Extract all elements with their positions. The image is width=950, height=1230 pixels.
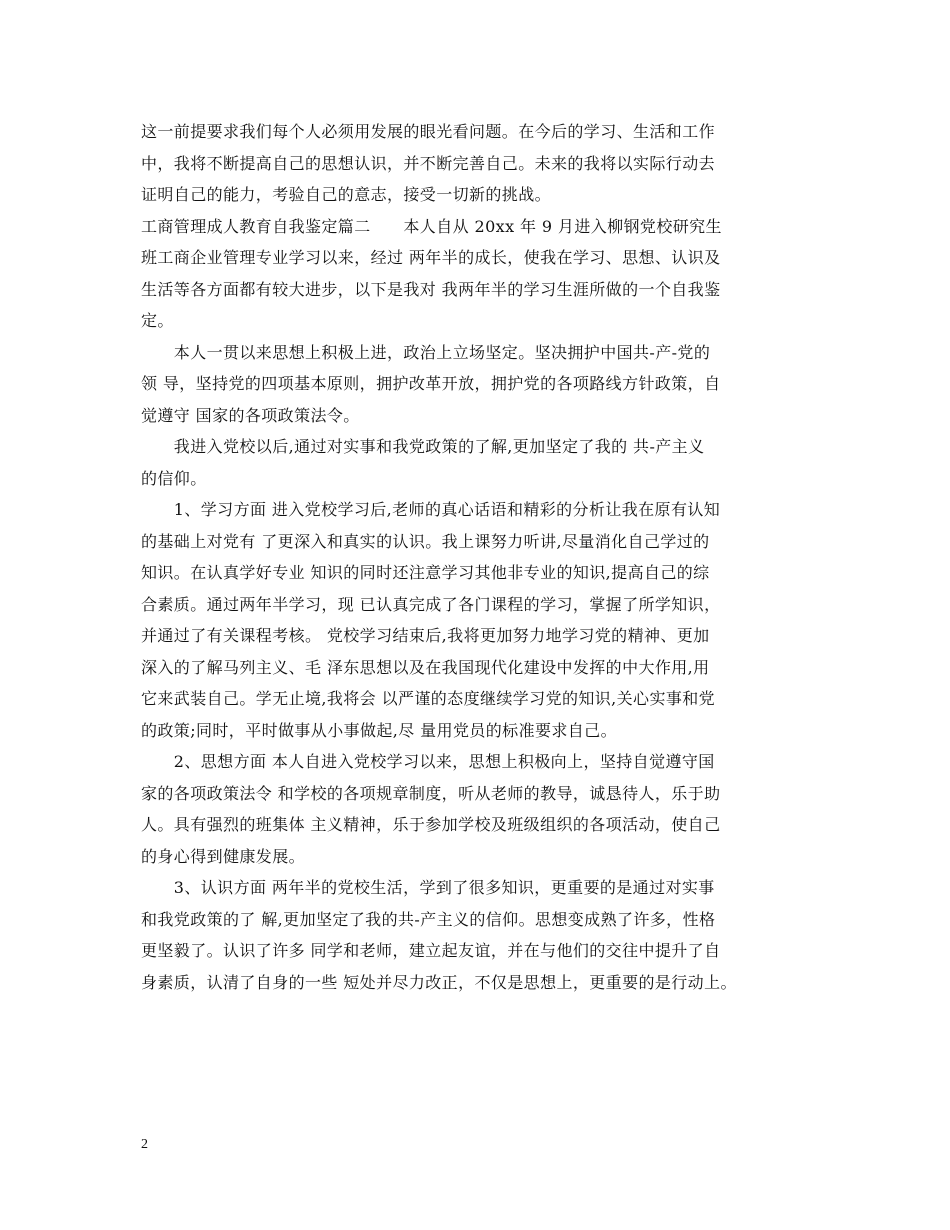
text-line: 身素质，认清了自身的一些 短处并尽力改正，不仅是思想上，更重要的是行动上。 [141,972,737,992]
text-line: 这一前提要求我们每个人必须用发展的眼光看问题。在今后的学习、生活和工作 [141,122,716,141]
text-line: 人。具有强烈的班集体 主义精神，乐于参加学校及班级组织的各项活动，使自己 [141,815,721,834]
text-line: 的身心得到健康发展。 [141,846,306,866]
text-line: 我进入党校以后,通过对实事和我党政策的了解,更加坚定了我的 共-产主义 [141,437,705,456]
text-line: 的信仰。 [141,468,207,488]
text-line: 证明自己的能力，考验自己的意志，接受一切新的挑战。 [141,185,552,204]
text-line: 2、思想方面 本人自进入党校学习以来，思想上积极向上，坚持自觉遵守国 [141,752,715,771]
text-line: 1、学习方面 进入党校学习后,老师的真心话语和精彩的分析让我在原有认知 [141,500,721,519]
text-line: 班工商企业管理专业学习以来，经过 两年半的成长，使我在学习、思想、认识及 [141,248,721,267]
text-line: 本人一贯以来思想上积极上进，政治上立场坚定。坚决拥护中国共-产-党的 [141,342,711,362]
page-number: 2 [141,1137,148,1152]
text-line: 的基础上对党有 了更深入和真实的认识。我上课努力听讲,尽量消化自己学过的 [141,531,710,551]
text-line: 领 导，坚持党的四项基本原则，拥护改革开放，拥护党的各项路线方针政策，自 [141,374,721,393]
text-line: 合素质。通过两年半学习，现 已认真完成了各门课程的学习，掌握了所学知识， [141,594,721,614]
text-line: 定。 [141,311,174,330]
text-line: 生活等各方面都有较大进步，以下是我对 我两年半的学习生涯所做的一个自我鉴 [141,279,721,299]
text-line: 更坚毅了。认识了许多 同学和老师，建立起友谊，并在与他们的交往中提升了自 [141,941,721,960]
text-line: 中，我将不断提高自己的思想认识，并不断完善自己。未来的我将以实际行动去 [141,153,716,173]
text-line: 深入的了解马列主义、毛 泽东思想以及在我国现代化建设中发挥的中大作用,用 [141,657,710,677]
text-line: 并通过了有关课程考核。 党校学习结束后,我将更加努力地学习党的精神、更加 [141,626,710,645]
text-line: 和我党政策的了 解,更加坚定了我的共-产主义的信仰。思想变成熟了许多，性格 [141,909,716,929]
text-line: 它来武装自己。学无止境,我将会 以严谨的态度继续学习党的知识,关心实事和党 [141,689,716,708]
text-line: 知识。在认真学好专业 知识的同时还注意学习其他非专业的知识,提高自己的综 [141,563,710,582]
text-line: 家的各项政策法令 和学校的各项规章制度，听从老师的教导，诚恳待人，乐于助 [141,783,721,803]
text-line: 工商管理成人教育自我鉴定篇二 本人自从 20xx 年 9 月进入柳钢党校研究生 [141,216,722,236]
document-body [141,116,821,998]
text-line: 3、认识方面 两年半的党校生活，学到了很多知识，更重要的是通过对实事 [141,878,715,897]
text-line: 觉遵守 国家的各项政策法令。 [141,405,360,425]
text-line: 的政策;同时，平时做事从小事做起,尽 量用党员的标准要求自己。 [141,720,617,740]
